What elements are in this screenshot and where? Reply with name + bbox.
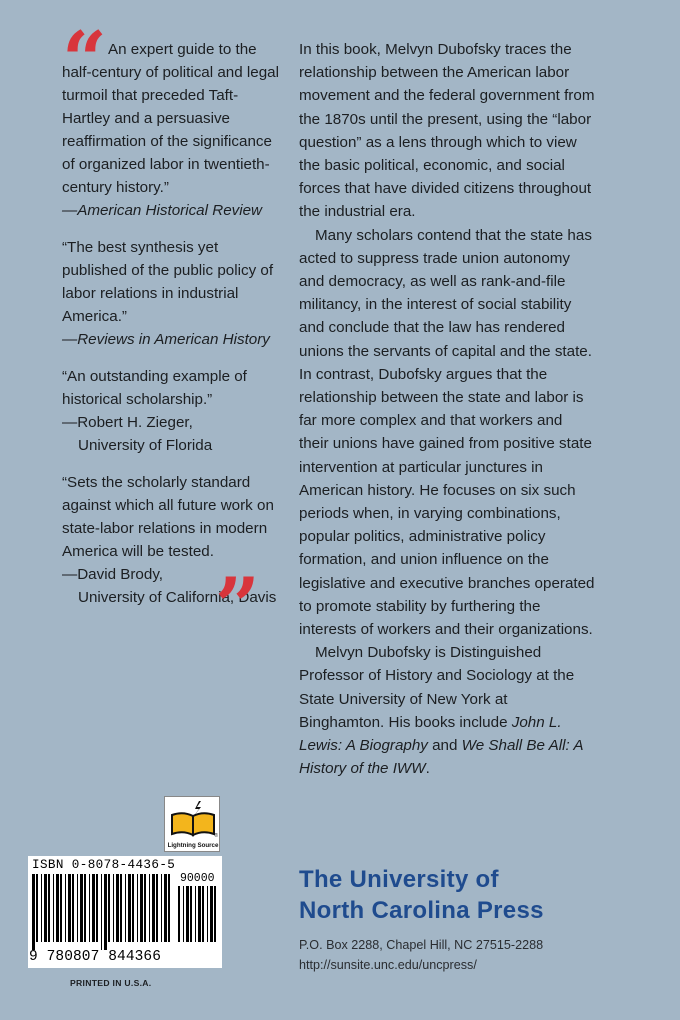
barcode-bar <box>72 874 74 942</box>
barcode-bar <box>104 874 107 950</box>
ean-barcode-bars <box>32 874 174 950</box>
barcode-bar <box>152 874 155 942</box>
ean-number: 9 780807 844366 <box>29 949 162 965</box>
barcode-bar <box>149 874 150 942</box>
book-description <box>299 38 595 781</box>
author-bio-text: Melvyn Dubofsky is Distinguished Professor of History and Sociology at the State University of New York at Binghamton. His books include <box>299 644 575 731</box>
barcode-bar <box>108 874 110 942</box>
quote-4-attribution: —David Brody, <box>62 566 164 583</box>
barcode-bar <box>92 874 95 942</box>
author-bio-and: and <box>427 737 462 755</box>
barcode-bar <box>36 874 38 942</box>
barcode-addon-number: 90000 <box>180 872 215 885</box>
quote-1-attribution: —American Historical Review <box>62 202 263 219</box>
barcode-bar <box>207 886 208 942</box>
logo-registered-mark: ® <box>214 833 218 839</box>
barcode-bar <box>183 886 184 942</box>
publisher-address: P.O. Box 2288, Chapel Hill, NC 27515-2288 <box>299 938 544 952</box>
barcode-bar <box>178 886 180 942</box>
barcode-bar <box>132 874 134 942</box>
publisher-line-2: North Carolina Press <box>299 897 544 924</box>
publisher-line-1: The University of <box>299 866 499 893</box>
barcode-bar <box>84 874 86 942</box>
barcode-bar <box>89 874 90 942</box>
publisher-url: http://sunsite.unc.edu/uncpress/ <box>299 958 477 972</box>
barcode-bar <box>120 874 122 942</box>
barcode-bar <box>113 874 114 942</box>
barcode-bar <box>168 874 170 942</box>
quote-2-attribution: —Reviews in American History <box>62 331 270 348</box>
barcode-bar <box>80 874 83 942</box>
publisher-name <box>299 864 599 926</box>
quote-3-attribution: —Robert H. Zieger, <box>62 414 193 431</box>
barcode-bar <box>210 886 213 942</box>
addon-barcode-bars <box>178 886 218 950</box>
barcode-bar <box>195 886 196 942</box>
isbn-barcode <box>28 856 222 968</box>
open-quote-mark: “ <box>62 15 107 106</box>
quote-1-text: An expert guide to the half-century of political and legal turmoil that preceded Taft-Hartley and a persuasive reaffirmation of the significance of organized labor in twentieth-century history.” <box>62 41 279 196</box>
barcode-bar <box>198 886 201 942</box>
barcode-bar <box>161 874 162 942</box>
barcode-bar <box>48 874 50 942</box>
barcode-bar <box>44 874 47 942</box>
open-book-icon <box>169 799 217 837</box>
barcode-bar <box>116 874 119 942</box>
barcode-bar <box>56 874 59 942</box>
isbn-number: ISBN 0-8078-4436-5 <box>32 858 176 872</box>
book-title-2: We Shall Be All: A History of the IWW <box>299 737 583 778</box>
barcode-bar <box>128 874 131 942</box>
author-bio <box>299 641 595 780</box>
barcode-bar <box>202 886 204 942</box>
barcode-bar <box>41 874 42 942</box>
quote-4-affiliation: University of California, Davis <box>78 589 277 606</box>
barcode-bar <box>68 874 71 942</box>
lightning-source-logo <box>164 796 220 852</box>
quote-2 <box>62 236 284 351</box>
barcode-bar <box>32 874 35 950</box>
publisher-contact <box>299 935 619 975</box>
barcode-bar <box>101 874 102 950</box>
quote-1 <box>62 38 284 222</box>
quote-3 <box>62 365 284 457</box>
barcode-bar <box>137 874 138 942</box>
barcode-bar <box>77 874 78 942</box>
quote-3-text: “An outstanding example of historical scholarship.” <box>62 368 247 408</box>
barcode-bar <box>96 874 98 942</box>
printed-in-usa: PRINTED IN U.S.A. <box>70 978 152 988</box>
barcode-bar <box>156 874 158 942</box>
barcode-bar <box>65 874 66 942</box>
quote-2-text: “The best synthesis yet published of the public policy of labor relations in industrial America.” <box>62 239 274 325</box>
barcode-bar <box>164 874 167 942</box>
barcode-bar <box>214 886 216 942</box>
barcode-bar <box>144 874 146 942</box>
barcode-bar <box>60 874 62 942</box>
barcode-bar <box>190 886 192 942</box>
barcode-bar <box>140 874 143 942</box>
quote-3-affiliation: University of Florida <box>78 437 213 454</box>
close-quote-mark: ” <box>215 561 260 652</box>
author-bio-end: . <box>425 760 430 778</box>
barcode-bar <box>186 886 189 942</box>
quote-4-text: “Sets the scholarly standard against which all future work on state-labor relations in modern America will be tested. <box>62 474 274 560</box>
logo-label: Lightning Source <box>167 842 219 849</box>
barcode-bar <box>125 874 126 942</box>
praise-quotes <box>62 38 284 623</box>
description-paragraph-2: Many scholars contend that the state has acted to suppress trade union autonomy and democracy, as well as rank-and-file militancy, in the interest of social stability and conclude that the law has rendered unions the servants of capital and the state. In contrast, Dubofsky argues that the relationship between the state and labor is far more complex and that workers and their unions have gained from positive state intervention at particular junctures in American history. He focuses on six such periods when, in varying combinations, popular politics, administrative policy formation, and union influence on the legislative and executive branches operated to promote stability by furthering the interests of workers and their organizations. <box>299 226 595 639</box>
book-title-1: John L. Lewis: A Biography <box>299 713 562 755</box>
description-paragraph-1: In this book, Melvyn Dubofsky traces the relationship between the American labor movement and the federal government from the 1870s until the present, using the “labor question” as a lens through which to view the basic political, economic, and social forces that have divided citizens throughout the industrial era. <box>299 41 595 221</box>
barcode-bar <box>53 874 54 942</box>
